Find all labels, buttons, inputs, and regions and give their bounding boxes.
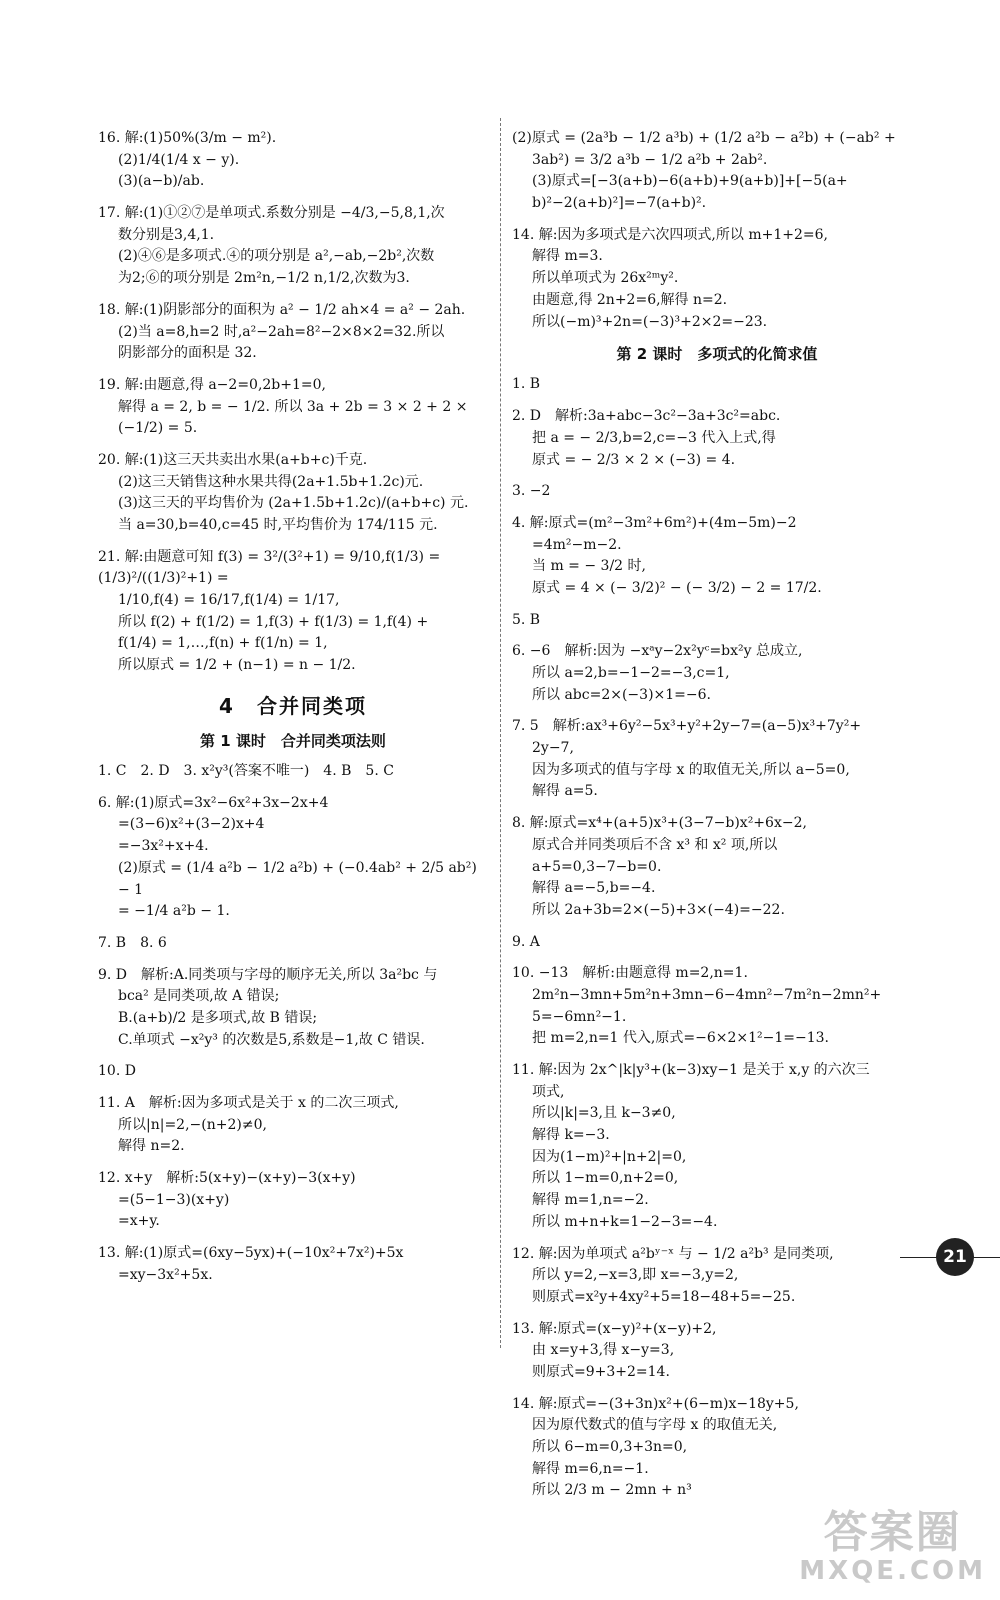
answer-line: 9. A [512, 933, 540, 950]
answer-line: =xy−3x²+5x. [118, 1266, 213, 1283]
answer-line: 4. 解:原式=(m²−3m²+6m²)+(4m−5m)−2 [512, 514, 797, 531]
answer-line: 所以 2/3 m − 2mn + n³ [532, 1482, 692, 1499]
lesson-2-title: 第 2 课时 多项式的化简求值 [616, 345, 818, 364]
answer-line: (−1/2) = 5. [118, 420, 198, 437]
answer-item [98, 933, 488, 955]
answer-line: 所以|k|=3,且 k−3≠0, [532, 1105, 676, 1122]
answer-line: (2)原式 = (1/4 a²b − 1/2 a²b) + (−0.4ab² + 2/5 ab²) − 1 [118, 859, 482, 898]
answer-item [512, 481, 922, 503]
answer-line: 由题意,得 2n+2=6,解得 n=2. [532, 291, 728, 308]
answer-line: 5. B [512, 611, 541, 628]
answer-line: 把 a = − 2/3,b=2,c=−3 代入上式,得 [532, 429, 776, 446]
column-divider [500, 118, 501, 1348]
answer-line: = −1/4 a²b − 1. [118, 903, 230, 920]
answer-item [512, 1244, 922, 1309]
answer-line: =(5−1−3)(x+y) [118, 1191, 230, 1208]
answer-line: 3ab²) = 3/2 a³b − 1/2 a²b + 2ab². [532, 151, 768, 168]
answer-item [98, 793, 488, 923]
answer-item [98, 1243, 488, 1286]
answer-item [98, 128, 488, 193]
answer-line: =−3x²+x+4. [118, 838, 209, 855]
answer-line: 所以 a=2,b=−1−2=−3,c=1, [532, 665, 730, 681]
answer-line: 解得 m=1,n=−2. [532, 1192, 649, 1209]
answer-item [98, 1061, 488, 1083]
answer-line: b)²−2(a+b)²]=−7(a+b)². [532, 195, 707, 212]
answer-line: bca² 是同类项,故 A 错误; [118, 988, 280, 1005]
answer-line: 9. D 解析:A.同类项与字母的顺序无关,所以 3a²bc 与 [98, 966, 438, 983]
answer-item [512, 610, 922, 632]
answer-item [98, 761, 488, 783]
answer-line: 10. −13 解析:由题意得 m=2,n=1. [512, 965, 748, 982]
answer-item [512, 128, 922, 215]
answer-line: 项式, [532, 1083, 565, 1100]
answer-list-left [98, 128, 488, 677]
answer-line: 因为原代数式的值与字母 x 的取值无关, [532, 1417, 778, 1434]
answer-line: 原式合并同类项后不含 x³ 和 x² 项,所以 [532, 836, 778, 853]
answer-item [512, 406, 922, 471]
answer-line: 解得 a=−5,b=−4. [532, 880, 656, 897]
answer-line: 13. 解:(1)原式=(6xy−5yx)+(−10x²+7x²)+5x [98, 1245, 404, 1262]
answer-item [98, 300, 488, 365]
answer-line: 19. 解:由题意,得 a−2=0,2b+1=0, [98, 376, 326, 393]
answer-line: (2)当 a=8,h=2 时,a²−2ah=8²−2×8×2=32.所以 [118, 323, 445, 340]
answer-line: 3. −2 [512, 483, 551, 500]
answer-line: =4m²−m−2. [532, 536, 622, 553]
answer-line: 则原式=x²y+4xy²+5=18−48+5=−25. [532, 1288, 796, 1305]
answer-line: 原式 = − 2/3 × 2 × (−3) = 4. [532, 451, 736, 468]
answer-line: 数分别是3,4,1. [118, 226, 215, 243]
watermark-logo [799, 1509, 986, 1586]
answer-line: 原式 = 4 × (− 3/2)² − (− 3/2) − 2 = 17/2. [532, 579, 822, 596]
answer-item [98, 965, 488, 1052]
answer-item [512, 813, 922, 921]
answer-line: C.单项式 −x²y³ 的次数是5,系数是−1,故 C 错误. [118, 1031, 425, 1048]
answer-line: 所以 6−m=0,3+3n=0, [532, 1439, 688, 1455]
answer-line: 当 m = − 3/2 时, [532, 558, 646, 575]
answer-line: 解得 a = 2, b = − 1/2. 所以 3a + 2b = 3 × 2 + 2 × [118, 398, 468, 415]
answer-line: 6. 解:(1)原式=3x²−6x²+3x−2x+4 [98, 794, 329, 811]
answer-line: 20. 解:(1)这三天共卖出水果(a+b+c)千克. [98, 451, 368, 468]
answer-line: 8. 解:原式=x⁴+(a+5)x³+(3−7−b)x²+6x−2, [512, 815, 807, 832]
answer-item [512, 716, 922, 803]
answer-line: 为2;⑥的项分别是 2m²n,−1/2 n,1/2,次数为3. [118, 270, 410, 287]
answer-line: 所以 2a+3b=2×(−5)+3×(−4)=−22. [532, 901, 785, 918]
answer-line: 由 x=y+3,得 x−y=3, [532, 1342, 675, 1359]
answer-line: 1. C 2. D 3. x²y³(答案不唯一) 4. B 5. C [98, 763, 394, 780]
answer-line: 因为多项式的值与字母 x 的取值无关,所以 a−5=0, [532, 761, 850, 778]
answer-item [98, 1093, 488, 1158]
answer-line: 所以|n|=2,−(n+2)≠0, [118, 1116, 267, 1133]
answer-line: 所以 y=2,−x=3,即 x=−3,y=2, [532, 1267, 739, 1284]
answer-line: 13. 解:原式=(x−y)²+(x−y)+2, [512, 1320, 717, 1337]
answer-line: 所以 1−m=0,n+2=0, [532, 1170, 679, 1187]
answer-line: 17. 解:(1)①②⑦是单项式.系数分别是 −4/3,−5,8,1,次 [98, 205, 445, 222]
answer-line: 解得 k=−3. [532, 1127, 610, 1144]
answer-line: (3)(a−b)/ab. [118, 173, 205, 190]
answer-line: 7. 5 解析:ax³+6y²−5x³+y²+2y−7=(a−5)x³+7y²+ [512, 718, 862, 735]
answer-line: 12. 解:因为单项式 a²bʸ⁻ˣ 与 − 1/2 a²b³ 是同类项, [512, 1245, 834, 1262]
answer-line: 所以单项式为 26x²ᵐy². [532, 270, 679, 287]
lesson-1-title: 第 1 课时 合并同类项法则 [200, 731, 386, 750]
answer-item [98, 375, 488, 440]
answer-line: 因为(1−m)²+|n+2|=0, [532, 1148, 687, 1165]
answer-item [512, 1394, 922, 1502]
answer-line: 阴影部分的面积是 32. [118, 345, 257, 362]
answer-line: =(3−6)x²+(3−2)x+4 [118, 816, 265, 833]
answer-line: a+5=0,3−7−b=0. [532, 858, 662, 875]
answer-line: 5=−6mn²−1. [532, 1008, 627, 1025]
answer-item [512, 641, 922, 706]
answer-line: 所以原式 = 1/2 + (n−1) = n − 1/2. [118, 657, 356, 674]
answer-item [98, 203, 488, 290]
answer-line: 解得 m=6,n=−1. [532, 1460, 649, 1477]
answer-line: 1/10,f(4) = 16/17,f(1/4) = 1/17, [118, 592, 340, 609]
watermark-text-top: 答案圈 [823, 1507, 962, 1559]
answer-line: 2. D 解析:3a+abc−3c²−3a+3c²=abc. [512, 408, 781, 425]
answer-line: 解得 a=5. [532, 783, 598, 800]
answer-item [512, 932, 922, 954]
answer-line: 12. x+y 解析:5(x+y)−(x+y)−3(x+y) [98, 1170, 356, 1187]
answer-line: 11. 解:因为 2x^|k|y³+(k−3)xy−1 是关于 x,y 的六次三 [512, 1062, 870, 1078]
answer-line: 6. −6 解析:因为 −xᵃy−2x²yᶜ=bx²y 总成立, [512, 643, 803, 660]
answer-line: 解得 n=2. [118, 1138, 185, 1155]
answer-item [512, 963, 922, 1050]
answer-line: 2m²n−3mn+5m²n+3mn−6−4mn²−7m²n−2mn²+ [532, 986, 882, 1003]
watermark-text-bottom: MXQE.COM [799, 1556, 986, 1587]
section-title: 4 合并同类项 [219, 693, 367, 718]
answer-line: =x+y. [118, 1213, 160, 1230]
answer-line: 21. 解:由题意可知 f(3) = 3²/(3²+1) = 9/10,f(1/3) = (1/3)²/((1/3)²+1) = [98, 548, 445, 587]
answer-line: (2)这三天销售这种水果共得(2a+1.5b+1.2c)元. [118, 473, 424, 490]
answer-line: (3)原式=[−3(a+b)−6(a+b)+9(a+b)]+[−5(a+ [532, 173, 848, 190]
answer-line: 7. B 8. 6 [98, 934, 167, 951]
answer-line: 16. 解:(1)50%(3/m − m²). [98, 130, 277, 146]
left-column [98, 128, 488, 1297]
answer-line: (2)1/4(1/4 x − y). [118, 151, 240, 168]
answer-line: f(1/4) = 1,…,f(n) + f(1/n) = 1, [118, 635, 328, 652]
answer-line: (2)原式 = (2a³b − 1/2 a³b) + (1/2 a²b − a²b) + (−ab² + [512, 130, 896, 146]
answer-line: 所以 f(2) + f(1/2) = 1,f(3) + f(1/3) = 1,f(4) + [118, 613, 429, 630]
answer-line: 10. D [98, 1063, 136, 1080]
answer-list-right-top [512, 128, 922, 333]
answer-line: 14. 解:原式=−(3+3n)x²+(6−m)x−18y+5, [512, 1395, 799, 1412]
answer-line: 11. A 解析:因为多项式是关于 x 的二次三项式, [98, 1095, 399, 1111]
lesson-1-answers [98, 761, 488, 1286]
answer-item [512, 513, 922, 600]
answer-item [512, 374, 922, 396]
answer-line: 所以(−m)³+2n=(−3)³+2×2=−23. [532, 313, 768, 330]
answer-line: (2)④⑥是多项式.④的项分别是 a²,−ab,−2b²,次数 [118, 248, 435, 265]
answer-line: 所以 abc=2×(−3)×1=−6. [532, 686, 711, 703]
answer-line: 所以 m+n+k=1−2−3=−4. [532, 1213, 718, 1230]
answer-item [512, 1319, 922, 1384]
answer-line: 当 a=30,b=40,c=45 时,平均售价为 174/115 元. [118, 517, 438, 533]
answer-line: (3)这三天的平均售价为 (2a+1.5b+1.2c)/(a+b+c) 元. [118, 495, 469, 512]
answer-line: 18. 解:(1)阴影部分的面积为 a² − 1/2 ah×4 = a² − 2ah. [98, 301, 466, 318]
answer-line: 2y−7, [532, 740, 574, 757]
answer-line: B.(a+b)/2 是多项式,故 B 错误; [118, 1009, 318, 1026]
answer-line: 把 m=2,n=1 代入,原式=−6×2×1²−1=−13. [532, 1030, 829, 1047]
answer-line: 14. 解:因为多项式是六次四项式,所以 m+1+2=6, [512, 226, 828, 243]
page-number: 21 [936, 1238, 974, 1276]
answer-line: 则原式=9+3+2=14. [532, 1363, 670, 1380]
answer-item [512, 225, 922, 333]
answer-line: 解得 m=3. [532, 248, 603, 265]
answer-item [98, 450, 488, 537]
right-column [512, 128, 922, 1512]
lesson-2-answers [512, 374, 922, 1502]
answer-item [512, 1060, 922, 1234]
answer-line: 1. B [512, 376, 541, 393]
answer-item [98, 547, 488, 677]
answer-item [98, 1168, 488, 1233]
